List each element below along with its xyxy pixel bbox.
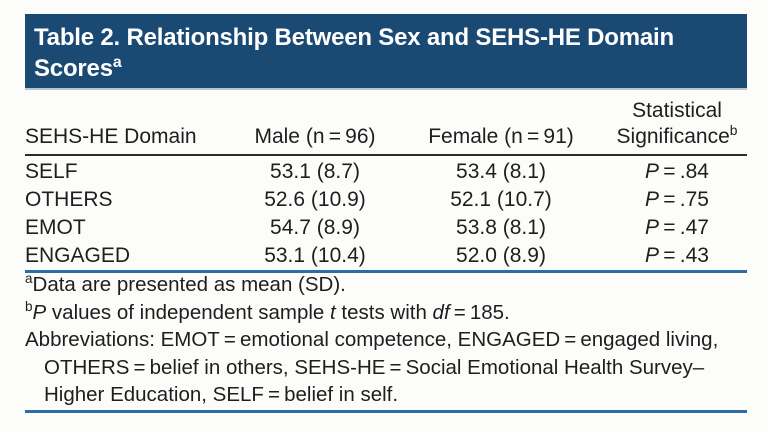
cell-female: 53.4 (8.1) [456, 160, 546, 183]
cell-significance: P = .84 [645, 160, 709, 183]
header-label-statistical: Statistical [632, 99, 722, 122]
cell-domain: SELF [25, 160, 78, 183]
table-row [25, 214, 747, 242]
footnote-abbreviations-line3: Higher Education, SELF = belief in self. [44, 383, 399, 406]
table-row [25, 242, 747, 272]
header-label-male: Male (n = 96) [254, 125, 376, 148]
table-header-row [25, 94, 747, 155]
table-title-banner [25, 14, 747, 90]
cell-female: 53.8 (8.1) [456, 216, 546, 239]
cell-male: 53.1 (8.7) [270, 160, 360, 183]
cell-female: 52.1 (10.7) [450, 188, 552, 211]
header-cell-female [395, 94, 607, 155]
cell-male: 53.1 (10.4) [235, 242, 395, 272]
header-cell-male [235, 94, 395, 155]
table-title-line1: Table 2. Relationship Between Sex and SEHS-HE Domain [34, 24, 674, 51]
header-label-domain: SEHS-HE Domain [25, 125, 197, 148]
data-table-container [25, 94, 747, 273]
footnote-abbreviations-line2: OTHERS = belief in others, SEHS-HE = Social Emotional Health Survey– [44, 355, 705, 379]
table-row [25, 186, 747, 214]
footnote-abbreviations-line1: Abbreviations: EMOT = emotional competence, ENGAGED = engaged living, [25, 328, 719, 351]
header-label-female: Female (n = 91) [428, 125, 574, 148]
cell-male: 52.6 (10.9) [264, 188, 366, 211]
header-cell-domain [25, 94, 235, 155]
cell-significance: P = .47 [645, 216, 709, 239]
table-footnotes [25, 271, 747, 413]
cell-significance: P = .43 [607, 242, 747, 272]
footnote-a: $^a$Data are presented as mean (SD). [25, 271, 346, 296]
header-cell-significance [607, 94, 747, 155]
cell-female: 52.0 (8.9) [395, 242, 607, 272]
cell-male: 54.7 (8.9) [270, 216, 360, 239]
cell-significance: P = .75 [645, 188, 709, 211]
cell-domain: ENGAGED [25, 242, 235, 272]
table-row [25, 155, 747, 186]
table-title-line2: Scores$^a$ [34, 54, 122, 82]
cell-domain: OTHERS [25, 188, 113, 211]
footnote-b: $^b$P values of independent sample t tests with df = 185. [25, 298, 510, 324]
data-table [25, 94, 747, 273]
header-label-significance: Significance$^b$ [616, 122, 738, 148]
cell-domain: EMOT [25, 216, 86, 239]
